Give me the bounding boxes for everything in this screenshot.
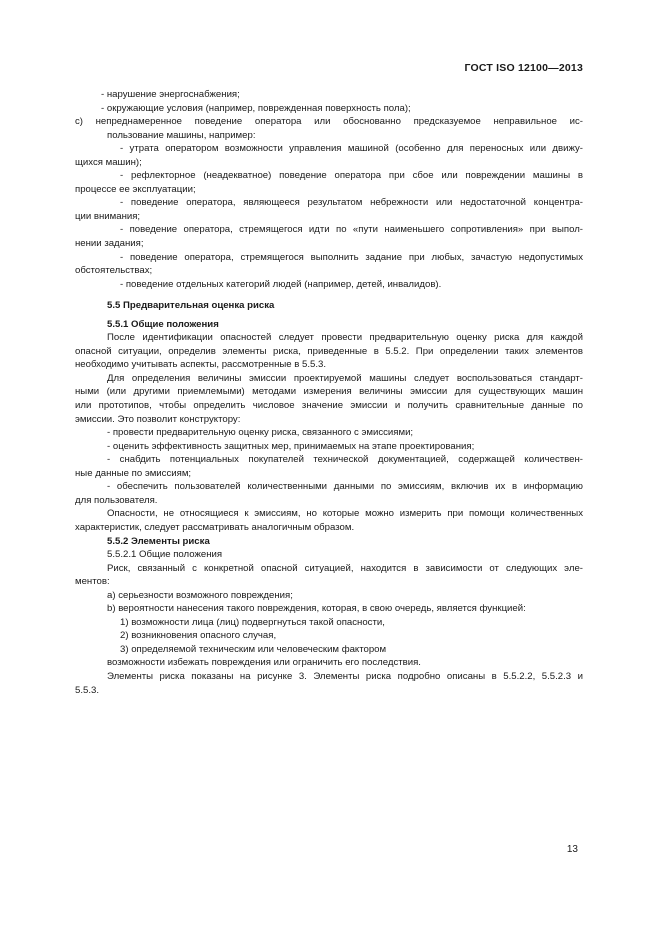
text-line: обстоятельствах; [75,265,153,277]
list-item: - поведение оператора, стремящегося идти по «пути наименьшего сопротивления» при выпол- [120,224,583,236]
paragraph-line: 5.5.3. [75,684,100,696]
list-item: - утрата оператором возможности управления машиной (особенно для переносных или движу- [120,143,583,155]
subsection-heading: 5.5.1 Общие положения [107,318,219,330]
paragraph-line: или прототипов, чтобы определить числовое значение эмиссии и получить сравнительные данные по [75,400,583,412]
list-item: a) серьезности возможного повреждения; [107,589,293,601]
subsubsection-heading: 5.5.2.1 Общие положения [107,549,223,561]
document-body [75,88,583,697]
list-item: - оценить эффективность защитных мер, принимаемых на этапе проектирования; [107,440,475,452]
document-code-header: ГОСТ ISO 12100—2013 [464,62,583,74]
text-line: возможности избежать повреждения или ограничить его последствия. [107,657,421,669]
paragraph-line: Риск, связанный с конкретной опасной ситуацией, находится в зависимости от следующих эле- [107,562,583,574]
list-item: - снабдить потенциальных покупателей технической документацией, содержащей количествен- [107,454,583,466]
paragraph-line: эмиссии. Это позволит конструктору: [75,413,241,425]
list-item: - провести предварительную оценку риска, связанного с эмиссиями; [107,427,414,439]
list-item: - поведение оператора, являющееся результатом небрежности или недостаточной концентра- [120,197,583,209]
paragraph-line: ными (или другими приемлемыми) методами измерения величины эмиссии для существующих машин [75,386,583,398]
paragraph-line: После идентификации опасностей следует провести предварительную оценку риска для каждой [107,332,583,344]
page-number: 13 [566,844,578,855]
text-line: щихся машин); [75,156,142,168]
list-item: - поведение отдельных категорий людей (например, детей, инвалидов). [120,278,442,290]
paragraph-line: Опасности, не относящиеся к эмиссиям, но которые можно измерить при помощи количественных [107,508,583,520]
list-item: - поведение оператора, стремящегося выполнить задание при любых, зачастую недопустимых [120,251,583,263]
paragraph-line: Для определения величины эмиссии проектируемой машины следует воспользоваться стандарт- [107,372,583,384]
list-item: - рефлекторное (неадекватное) поведение оператора при сбое или повреждении машины в [120,170,583,182]
text-line: процессе ее эксплуатации; [75,183,196,195]
list-item: c) непреднамеренное поведение оператора или обоснованно предсказуемое неправильное ис- [75,116,583,128]
list-item: 1) возможности лица (лиц) подвергнуться такой опасности, [120,616,385,628]
paragraph-line: характеристик, следует рассматривать аналогичным образом. [75,521,355,533]
text-line: ции внимания; [75,210,141,222]
subsection-heading: 5.5.2 Элементы риска [107,535,210,547]
paragraph-line: Элементы риска показаны на рисунке 3. Элементы риска подробно описаны в 5.5.2.2, 5.5.2.3 и [107,670,583,682]
paragraph-line: ментов: [75,576,110,588]
list-item: - нарушение энергоснабжения; [101,89,240,100]
text-line: пользование машины, например: [107,129,256,141]
paragraph-line: необходимо учитывать аспекты, рассмотренные в 5.5.3. [75,359,327,371]
list-item: 2) возникновения опасного случая, [120,630,277,642]
text-line: ные данные по эмиссиям; [75,467,192,479]
text-line: нении задания; [75,238,144,250]
paragraph-line: опасной ситуации, определив элементы риска, приведенные в 5.5.2. При определении таких элементов [75,345,583,357]
list-item: - обеспечить пользователей количественными данными по эмиссиям, включив их в информацию [107,481,583,493]
text-line: для пользователя. [75,494,158,506]
section-heading: 5.5 Предварительная оценка риска [107,300,275,312]
list-item: 3) определяемой техническим или человеческим фактором [120,643,387,655]
list-item: - окружающие условия (например, поврежденная поверхность пола); [101,102,411,114]
list-item: b) вероятности нанесения такого повреждения, которая, в свою очередь, является функцией: [107,603,526,615]
